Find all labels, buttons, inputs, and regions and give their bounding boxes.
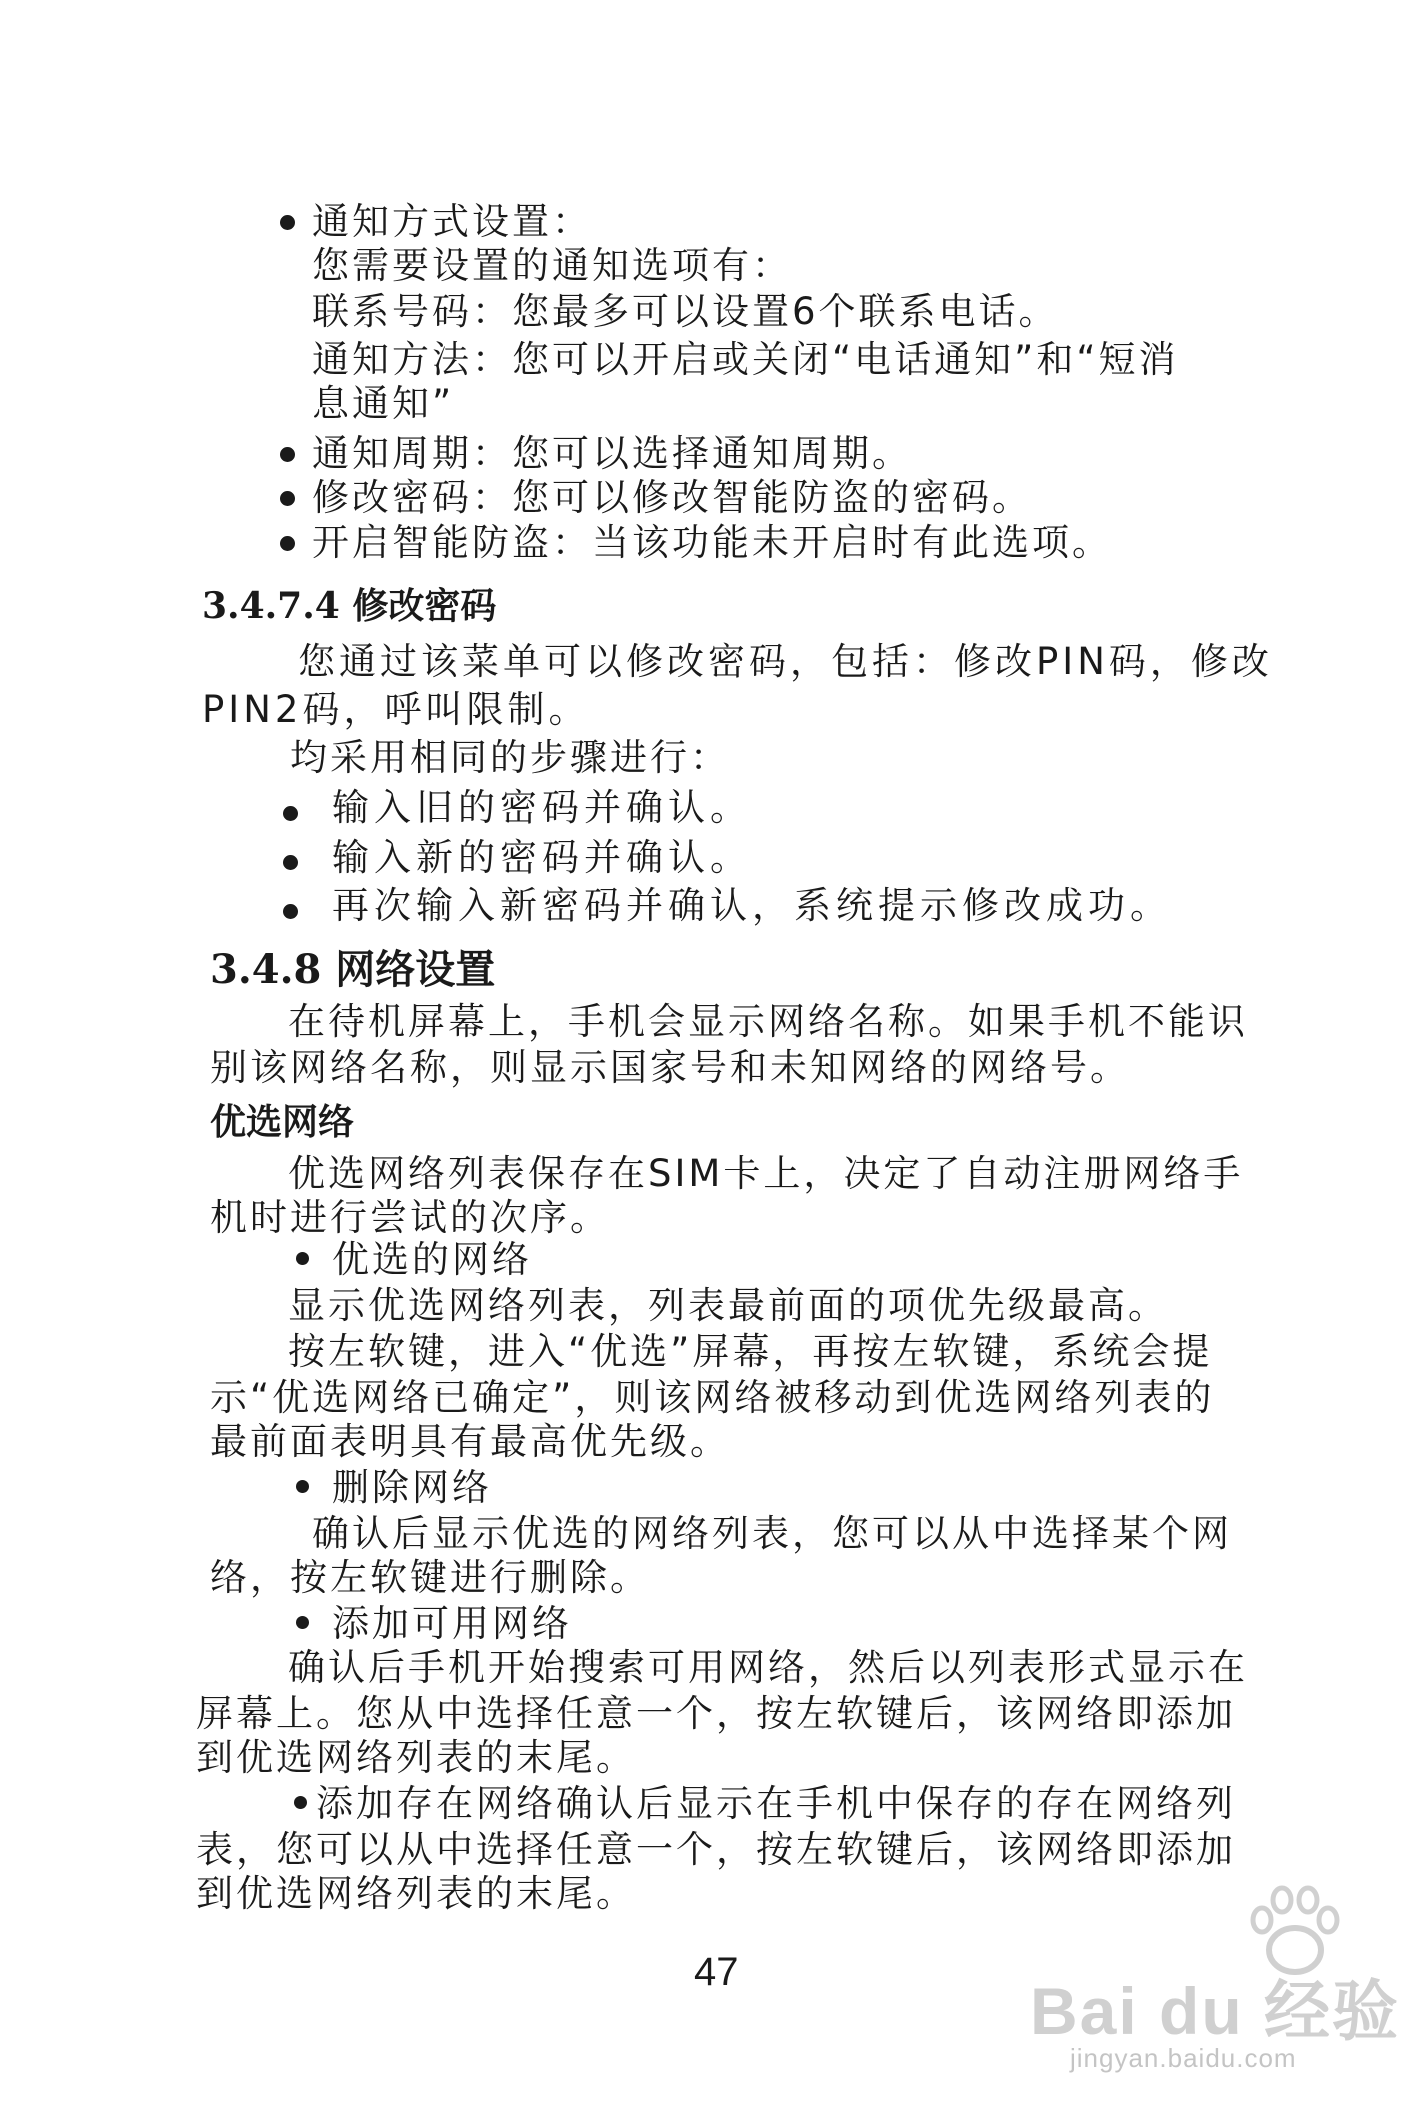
watermark-url: jingyan.baidu.com (1070, 2043, 1297, 2073)
text-line: 最前面表明具有最高优先级。 (210, 1420, 730, 1463)
bullet (283, 855, 298, 870)
bullet (296, 1480, 309, 1493)
text-line: 息通知” (312, 382, 455, 425)
list-item: 通知周期：您可以选择通知周期。 (312, 432, 912, 475)
text-line: 示“优选网络已确定”，则该网络被移动到优选网络列表的 (210, 1376, 1215, 1419)
text-line: 按左软键，进入“优选”屏幕，再按左软键，系统会提 (288, 1330, 1213, 1373)
list-item: 优选的网络 (332, 1238, 532, 1281)
list-item: 添加可用网络 (332, 1602, 572, 1645)
text-line: 屏幕上。您从中选择任意一个，按左软键后，该网络即添加 (196, 1692, 1236, 1735)
bullet (294, 1796, 307, 1809)
text-line: 别该网络名称，则显示国家号和未知网络的网络号。 (210, 1046, 1130, 1089)
list-item: 开启智能防盗：当该功能未开启时有此选项。 (312, 521, 1112, 564)
text-line: 在待机屏幕上，手机会显示网络名称。如果手机不能识 (288, 1000, 1248, 1043)
bullet (280, 536, 295, 551)
bullet (280, 491, 295, 506)
text-line: 您需要设置的通知选项有： (312, 244, 792, 287)
text-line: 确认后手机开始搜索可用网络，然后以列表形式显示在 (288, 1646, 1248, 1689)
text-line: 优选网络列表保存在SIM卡上，决定了自动注册网络手 (288, 1152, 1244, 1195)
list-item: 输入新的密码并确认。 (332, 836, 752, 879)
text-line: 表，您可以从中选择任意一个，按左软键后，该网络即添加 (196, 1828, 1236, 1871)
list-item: 修改密码：您可以修改智能防盗的密码。 (312, 476, 1032, 519)
text-line: 确认后显示优选的网络列表，您可以从中选择某个网 (312, 1512, 1232, 1555)
text-line: 通知方法：您可以开启或关闭“电话通知”和“短消 (312, 338, 1179, 381)
bullet (296, 1616, 309, 1629)
bullet (296, 1252, 309, 1265)
list-item-title: 通知方式设置： (312, 200, 592, 243)
list-item: 删除网络 (332, 1466, 492, 1509)
baidu-jingyan-watermark (1010, 1878, 1410, 2078)
text-line: PIN2码，呼叫限制。 (202, 688, 590, 731)
text-line: 机时进行尝试的次序。 (210, 1196, 610, 1239)
text-line: 络，按左软键进行删除。 (210, 1556, 650, 1599)
text-line: 显示优选网络列表，列表最前面的项优先级最高。 (288, 1284, 1168, 1327)
bullet (283, 904, 298, 919)
bullet (280, 447, 295, 462)
text-line: 联系号码：您最多可以设置6个联系电话。 (312, 290, 1059, 333)
text-line: 到优选网络列表的末尾。 (196, 1736, 636, 1779)
watermark-logo: Bai du 经验 (1030, 1974, 1401, 2048)
sub-heading: 优选网络 (210, 1101, 355, 1143)
section-heading: 3.4.7.4 修改密码 (202, 585, 497, 627)
bullet (280, 215, 295, 230)
text-line: 到优选网络列表的末尾。 (196, 1872, 636, 1915)
page-number: 47 (694, 1950, 739, 1994)
list-item: 再次输入新密码并确认，系统提示修改成功。 (332, 884, 1172, 927)
list-item: 输入旧的密码并确认。 (332, 786, 752, 829)
bullet (283, 806, 298, 821)
text-line: 添加存在网络确认后显示在手机中保存的存在网络列 (316, 1782, 1236, 1825)
text-line: 均采用相同的步骤进行： (290, 736, 730, 779)
section-heading: 3.4.8 网络设置 (210, 946, 496, 993)
text-line: 您通过该菜单可以修改密码，包括：修改PIN码，修改 (298, 640, 1273, 683)
